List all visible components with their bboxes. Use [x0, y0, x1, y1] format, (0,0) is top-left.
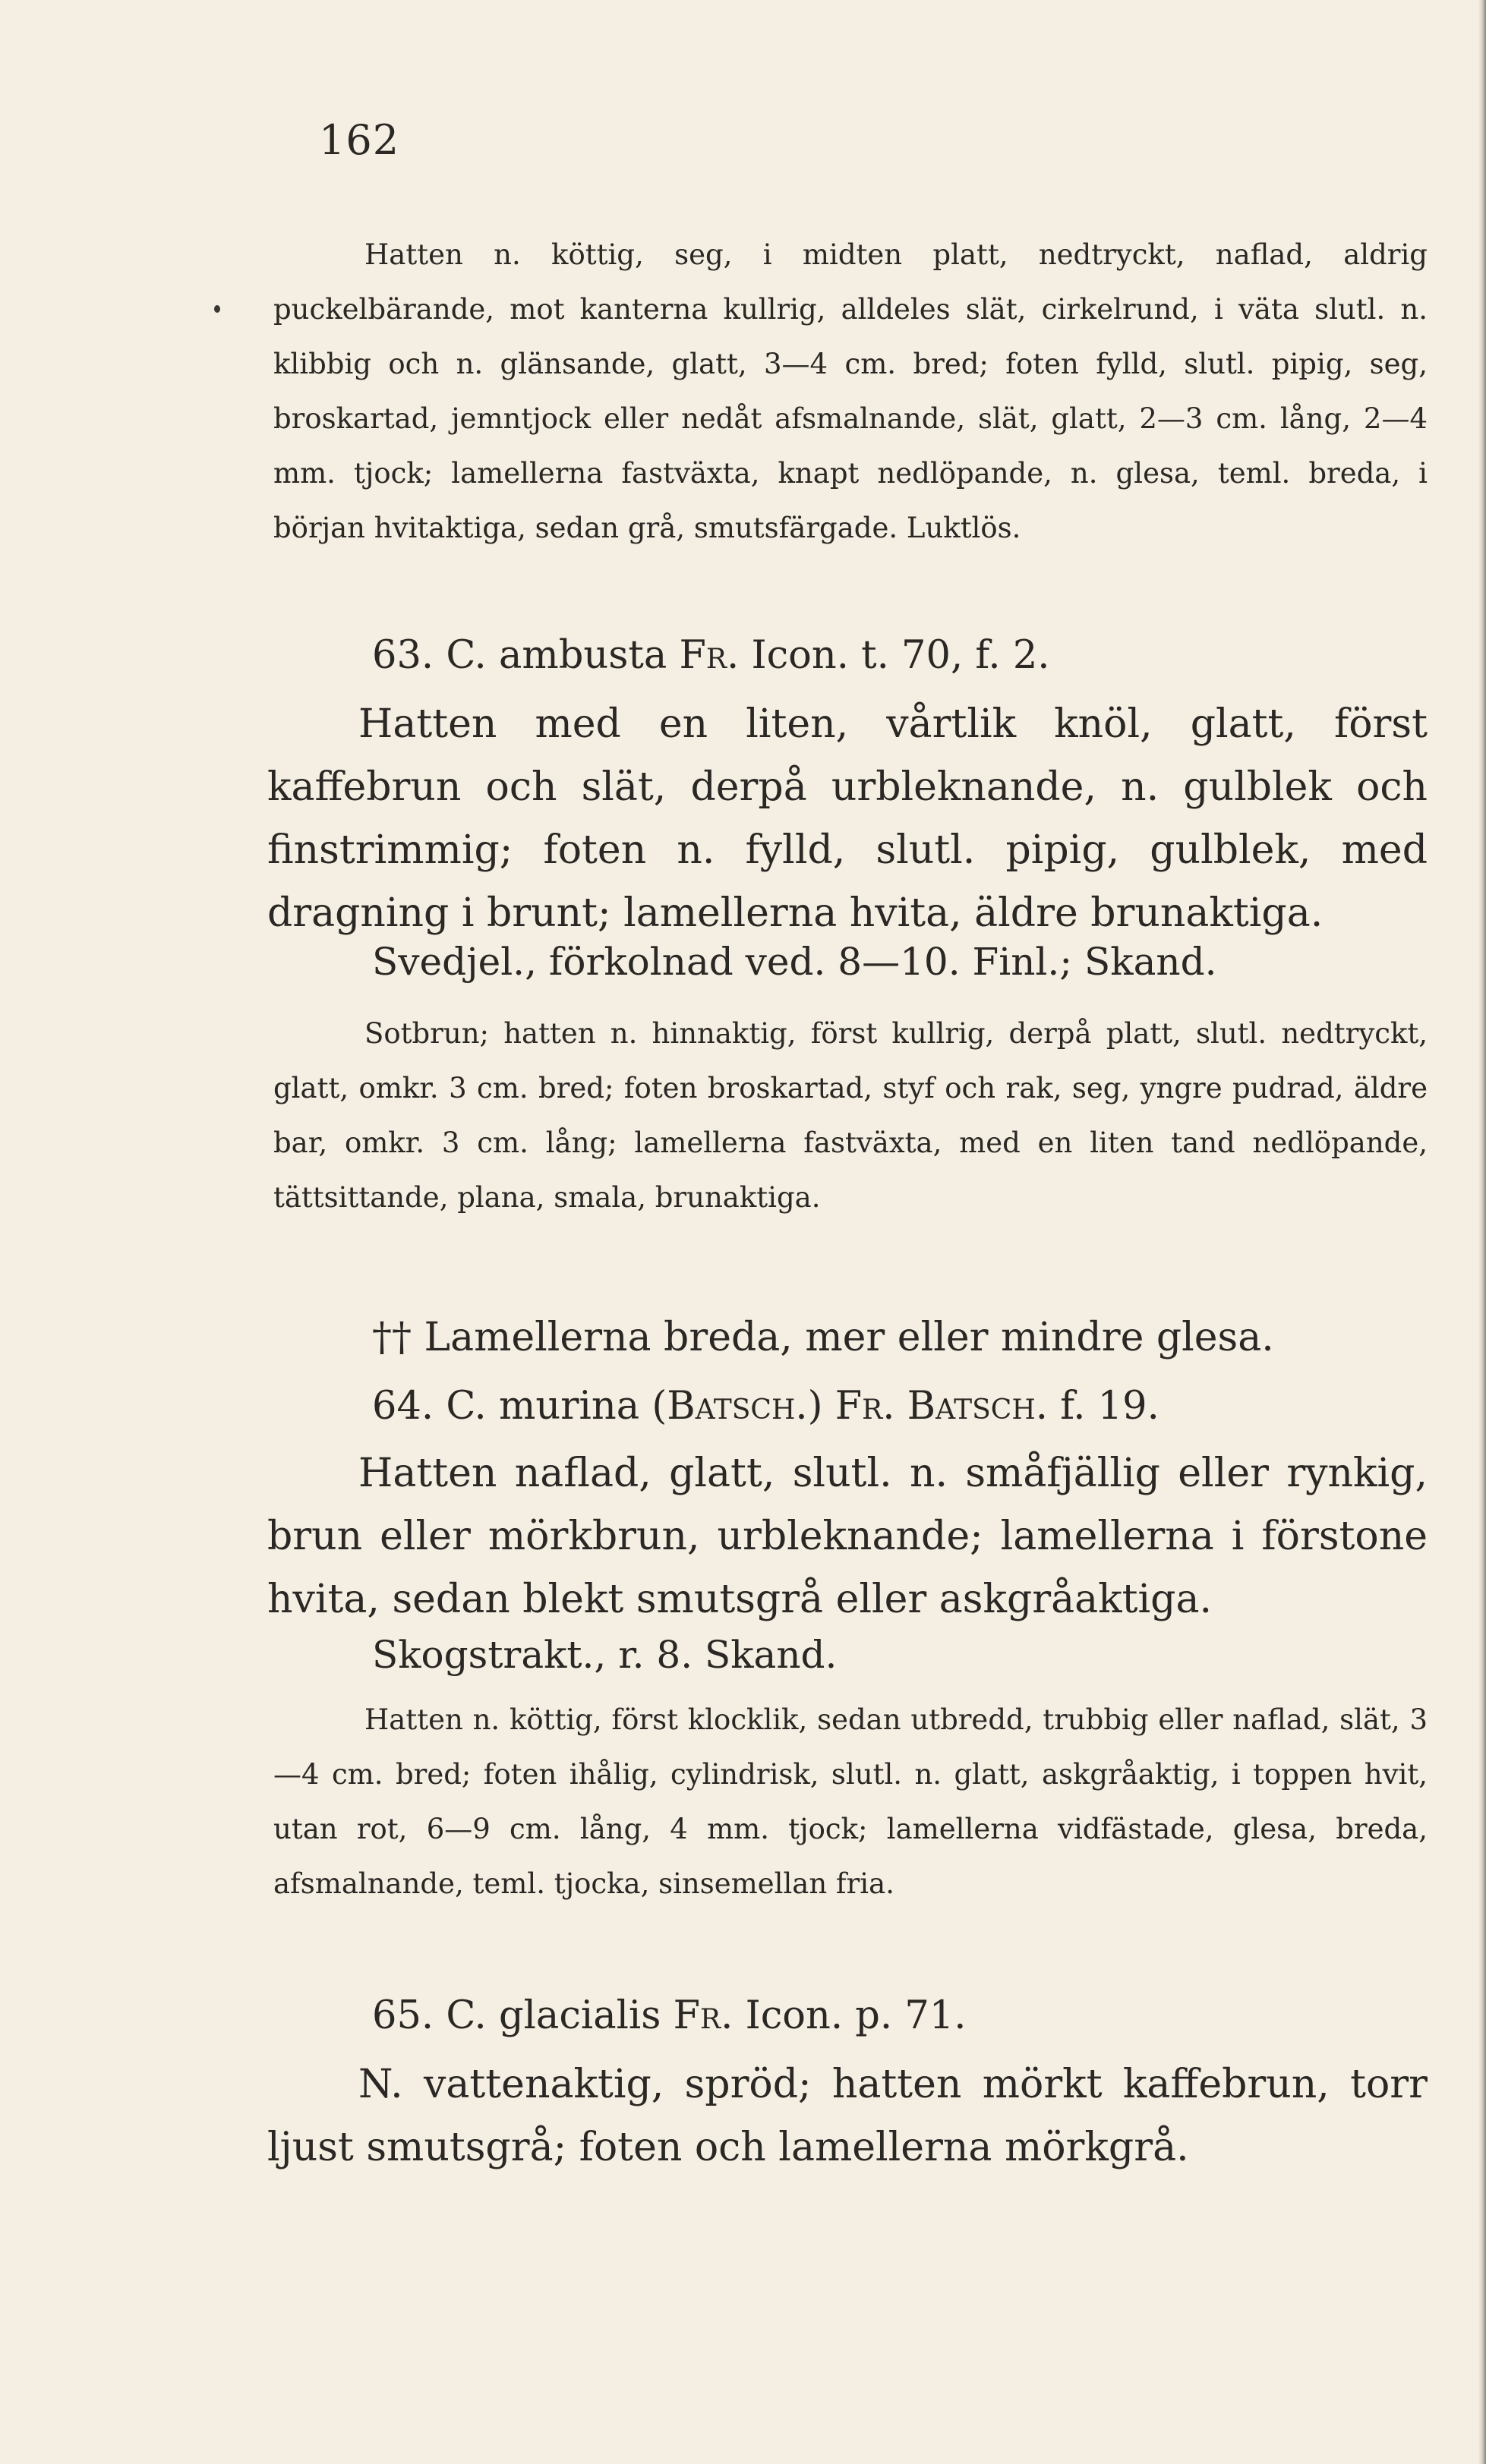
- species-64-author-paren: (Batsch.): [652, 1384, 823, 1429]
- species-65-description: [267, 2053, 1428, 2179]
- species-63-notes: [273, 1007, 1428, 1225]
- species-65-genus: C.: [446, 1993, 487, 2038]
- species-64-genus: C.: [446, 1384, 487, 1429]
- page-edge-shadow: [1478, 0, 1486, 2464]
- section-heading-text: Lamellerna breda, mer eller mindre glesa.: [424, 1315, 1274, 1360]
- species-64-reference: f. 19.: [1060, 1384, 1159, 1429]
- species-64-habitat: Skogstrakt., r. 8. Skand.: [372, 1633, 838, 1677]
- species-65-author: Fr.: [673, 1993, 734, 2038]
- section-marker: ††: [372, 1315, 412, 1360]
- intro-paragraph: [273, 228, 1428, 556]
- margin-mark: [214, 305, 220, 313]
- species-64-description: [267, 1442, 1428, 1631]
- species-64-reference-author: Batsch.: [907, 1384, 1048, 1429]
- species-64-notes-text: Hatten n. köttig, först klocklik, sedan utbredd, trubbig eller naflad, slät, 3—4 cm. bred; foten ihålig, cylindrisk, slutl. n. glatt, askgråaktig, i toppen hvit, utan rot, 6—9 cm. lång, 4 mm. tjock; lamellerna vidfästade, glesa, breda, afsmalnande, teml. tjocka, sinsemellan fria.: [273, 1703, 1428, 1900]
- species-64-name: murina: [498, 1384, 640, 1429]
- species-63-habitat: Svedjel., förkolnad ved. 8—10. Finl.; Skand.: [372, 940, 1217, 984]
- page-number: 162: [319, 116, 400, 164]
- species-63-author: Fr.: [679, 633, 740, 678]
- species-63-description-text: Hatten med en liten, vårtlik knöl, glatt, först kaffebrun och slät, derpå urbleknande, n. gulblek och finstrimmig; foten n. fylld, slutl. pipig, gulblek, med dragning i brunt; lamellerna hvita, äldre brunaktiga.: [267, 701, 1428, 936]
- intro-text: Hatten n. köttig, seg, i midten platt, nedtryckt, naflad, aldrig puckelbärande, mot kanterna kullrig, alldeles slät, cirkelrund, i väta slutl. n. klibbig och n. glänsande, glatt, 3—4 cm. bred; foten fylld, slutl. pipig, seg, broskartad, jemntjock eller nedåt afsmalnande, slät, glatt, 2—3 cm. lång, 2—4 mm. tjock; lamellerna fastväxta, knapt nedlöpande, n. glesa, teml. breda, i början hvitaktiga, sedan grå, smutsfärgade. Luktlös.: [273, 238, 1428, 544]
- species-65-number: 65.: [372, 1993, 434, 2038]
- species-64-number: 64.: [372, 1384, 434, 1429]
- species-63-description: [267, 693, 1428, 945]
- species-65-description-text: N. vattenaktig, spröd; hatten mörkt kaffebrun, torr ljust smutsgrå; foten och lamellerna mörkgrå.: [267, 2062, 1428, 2170]
- species-65-name: glacialis: [498, 1993, 661, 2038]
- species-64-heading: [372, 1383, 1159, 1429]
- section-heading: [372, 1314, 1274, 1361]
- species-63-name: ambusta: [498, 633, 667, 678]
- species-63-number: 63.: [372, 633, 434, 678]
- species-65-heading: [372, 1993, 966, 2039]
- species-64-notes: [273, 1693, 1428, 1911]
- species-64-description-text: Hatten naflad, glatt, slutl. n. småfjällig eller rynkig, brun eller mörkbrun, urbleknande; lamellerna i förstone hvita, sedan blekt smutsgrå eller askgråaktiga.: [267, 1451, 1428, 1622]
- species-63-heading: [372, 632, 1050, 679]
- species-63-reference: Icon. t. 70, f. 2.: [751, 633, 1050, 678]
- species-63-notes-text: Sotbrun; hatten n. hinnaktig, först kullrig, derpå platt, slutl. nedtryckt, glatt, omkr. 3 cm. bred; foten broskartad, styf och rak, seg, yngre pudrad, äldre bar, omkr. 3 cm. lång; lamellerna fastväxta, med en liten tand nedlöpande, tättsittande, plana, smala, brunaktiga.: [273, 1017, 1428, 1214]
- species-65-reference: Icon. p. 71.: [745, 1993, 967, 2038]
- species-64-author: Fr.: [834, 1384, 895, 1429]
- species-63-genus: C.: [446, 633, 487, 678]
